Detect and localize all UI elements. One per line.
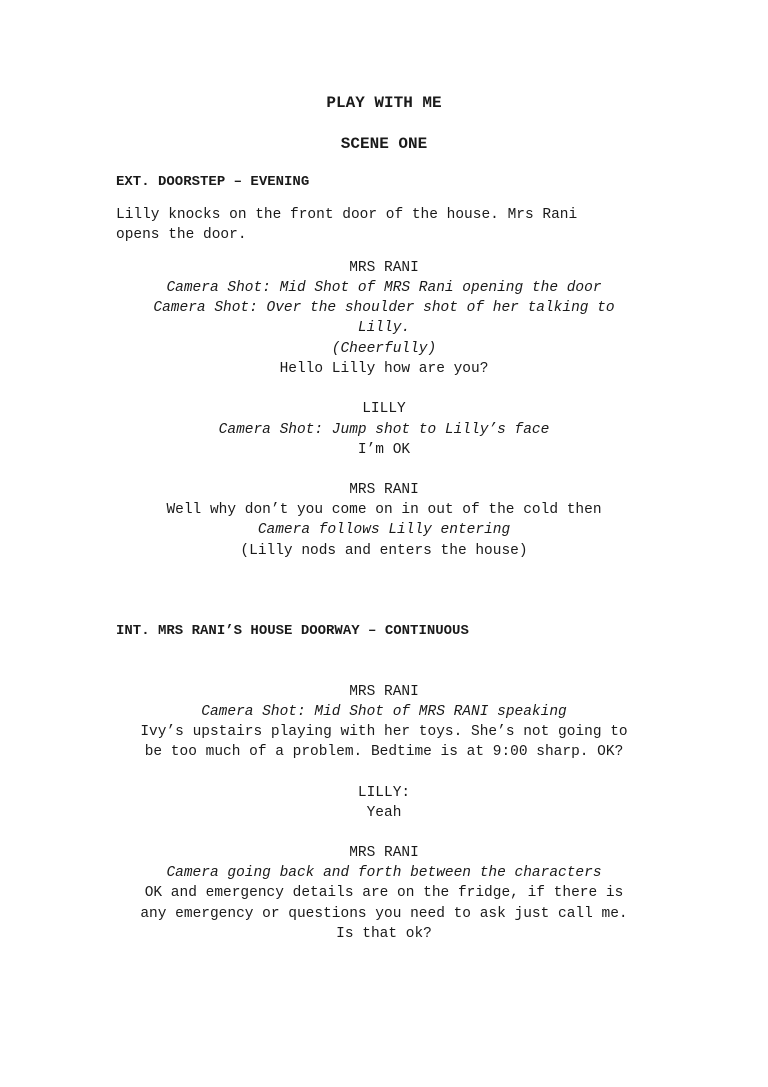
dialogue-line: be too much of a problem. Bedtime is at 9:00 sharp. OK? [144, 744, 624, 760]
camera-direction: Camera Shot: Jump shot to Lilly’s face [218, 422, 550, 438]
camera-direction: Lilly. [357, 320, 411, 336]
dialogue-line: Well why don’t you come on in out of the cold then [166, 502, 602, 518]
dialogue-line: any emergency or questions you need to ask just call me. [140, 906, 628, 922]
scene-heading: SCENE ONE [340, 135, 428, 153]
dialogue-line: Yeah [366, 805, 402, 821]
camera-direction: Camera Shot: Mid Shot of MRS Rani opening the door [166, 280, 602, 296]
parenthetical: (Cheerfully) [331, 341, 437, 357]
character-name: LILLY: [357, 785, 411, 801]
slugline-ext-doorstep: EXT. DOORSTEP – EVENING [116, 174, 310, 190]
action-line: opens the door. [116, 227, 247, 243]
character-name: MRS RANI [349, 684, 419, 700]
camera-direction: Camera follows Lilly entering [257, 522, 511, 538]
dialogue-line: I’m OK [357, 442, 411, 458]
dialogue-line: Ivy’s upstairs playing with her toys. She’s not going to [140, 724, 628, 740]
character-name: LILLY [362, 401, 406, 417]
character-name: MRS RANI [349, 845, 419, 861]
slugline-int-doorway: INT. MRS RANI’S HOUSE DOORWAY – CONTINUOUS [116, 623, 469, 639]
action-line: Lilly knocks on the front door of the house. Mrs Rani [116, 207, 578, 223]
character-name: MRS RANI [349, 482, 419, 498]
camera-direction: Camera going back and forth between the characters [166, 865, 602, 881]
parenthetical: (Lilly nods and enters the house) [240, 543, 528, 559]
character-name: MRS RANI [349, 260, 419, 276]
dialogue-line: OK and emergency details are on the fridge, if there is [144, 885, 624, 901]
camera-direction: Camera Shot: Over the shoulder shot of her talking to [153, 300, 615, 316]
script-title: PLAY WITH ME [326, 94, 442, 112]
dialogue-line: Hello Lilly how are you? [279, 361, 489, 377]
camera-direction: Camera Shot: Mid Shot of MRS RANI speaking [201, 704, 567, 720]
dialogue-line: Is that ok? [336, 926, 432, 942]
